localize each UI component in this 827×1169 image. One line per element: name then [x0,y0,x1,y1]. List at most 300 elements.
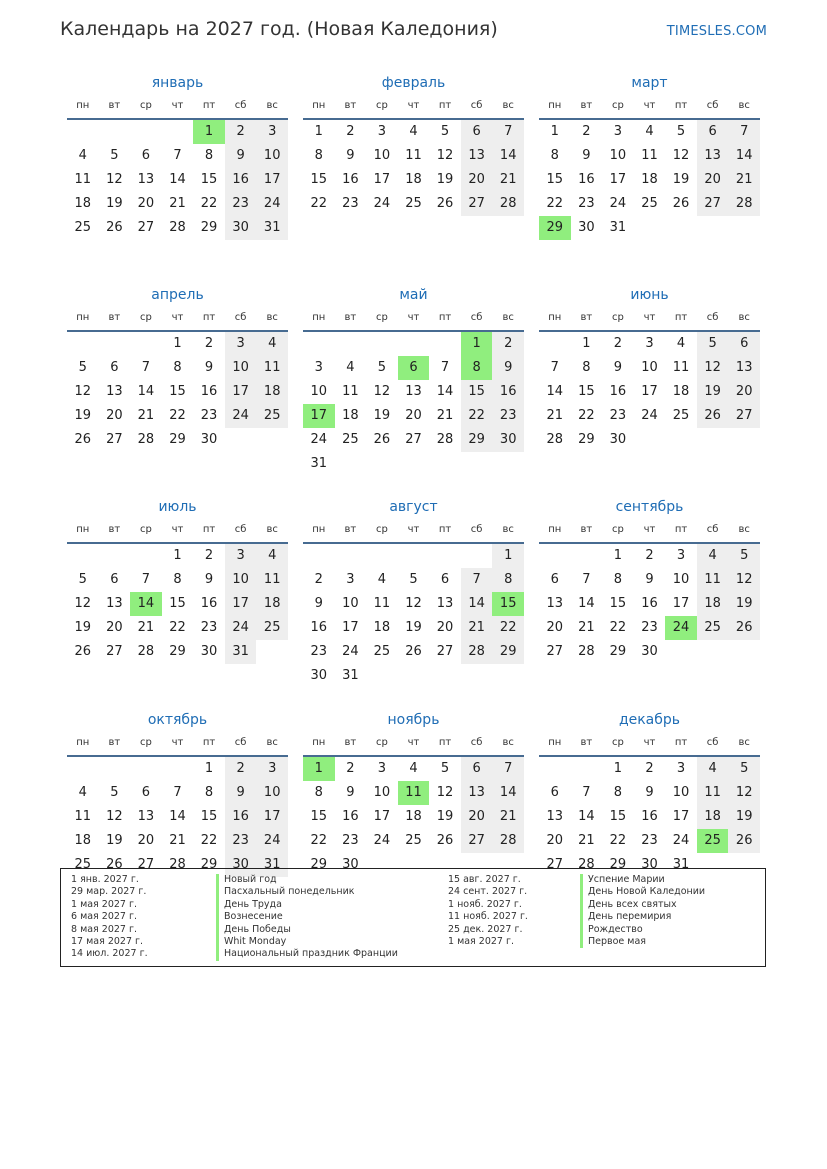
day-cell: 6 [461,120,493,144]
day-cell: 21 [137,408,155,423]
day-cell: 1 [613,548,623,563]
weekday-label: ср [375,737,388,748]
day-cell: 22 [200,196,218,211]
weekday-label: пн [548,100,562,111]
day-cell: 26 [373,432,391,447]
day-cell: 17 [641,384,658,399]
day-cell: 30 [200,644,218,659]
day-cell: 26 [106,220,123,235]
legend-holiday-name: Пасхальный понедельник [216,886,448,898]
day-cell: 17 [672,596,690,611]
day-cell: 6 [728,332,760,356]
weekday-label: вс [266,312,278,323]
day-cell: 9 [346,148,355,163]
legend-holiday-name: День Победы [216,924,448,936]
day-cell: 16 [200,596,218,611]
weekday-label: чт [643,100,656,111]
day-cell: 22 [492,616,524,640]
day-cell: 24 [373,196,391,211]
day-cell: 27 [106,644,123,659]
day-cell: 19 [74,408,92,423]
day-cell: 29 [609,857,627,872]
day-grid [303,120,524,216]
day-cell: 24 [641,408,658,423]
weekday-label: вт [580,737,593,748]
legend-holiday-name: Национальный праздник Франции [216,948,448,960]
calendar-grid [67,72,760,922]
day-cell: 31 [310,456,328,471]
day-cell: 30 [492,428,524,452]
day-cell: 7 [582,572,591,587]
day-cell: 30 [225,853,257,877]
day-cell: 12 [74,596,92,611]
holiday-day: 14 [130,592,162,616]
month-name: май [399,287,428,303]
weekday-label: ср [139,312,152,323]
legend-date: 8 мая 2027 г. [71,923,137,935]
legend-dates-right [448,874,580,961]
day-cell: 6 [440,572,450,587]
day-cell: 19 [373,408,391,423]
day-cell: 8 [613,572,623,587]
day-cell: 4 [78,785,87,800]
day-cell: 17 [373,809,391,824]
day-cell: 11 [641,148,658,163]
weekday-label: ср [611,737,624,748]
day-cell: 28 [461,640,493,664]
day-cell: 14 [461,592,493,616]
day-cell: 4 [256,544,288,568]
day-cell: 30 [609,432,627,447]
day-cell: 11 [672,360,690,375]
day-cell: 9 [645,572,654,587]
day-cell: 21 [728,168,760,192]
weekday-label: ср [139,737,152,748]
day-cell: 7 [461,568,493,592]
weekday-label: вт [344,737,357,748]
day-cell: 30 [342,857,359,872]
day-cell: 22 [578,408,595,423]
day-cell: 30 [641,857,658,872]
day-cell: 2 [582,124,591,139]
weekday-label: пн [548,312,562,323]
day-cell: 17 [225,592,257,616]
day-cell: 18 [697,805,729,829]
day-cell: 23 [225,192,257,216]
day-cell: 6 [697,120,729,144]
legend-holiday-name: День Труда [216,899,448,911]
day-cell: 21 [492,168,524,192]
day-cell: 21 [492,805,524,829]
weekday-label: пн [312,524,326,535]
day-cell: 7 [492,757,524,781]
empty-cell [303,544,335,568]
day-cell: 10 [256,781,288,805]
day-cell: 12 [697,356,729,380]
day-cell: 16 [609,384,627,399]
day-cell: 15 [546,172,564,187]
day-cell: 17 [225,380,257,404]
day-cell: 10 [225,356,257,380]
day-cell: 21 [436,408,454,423]
weekday-label: пн [76,100,90,111]
weekday-label: пт [438,100,452,111]
weekday-label: вс [266,100,278,111]
weekday-header [67,306,288,332]
day-cell: 18 [672,384,690,399]
day-cell: 25 [405,196,422,211]
empty-cell [335,332,367,356]
site-link[interactable]: TIMESLES.COM [666,24,767,39]
day-cell: 23 [310,644,328,659]
day-cell: 13 [106,384,123,399]
holiday-day: 15 [492,592,524,616]
day-cell: 24 [256,192,288,216]
weekday-label: сб [234,737,247,748]
day-cell: 24 [342,644,359,659]
weekday-label: вт [108,737,121,748]
legend-date: 1 мая 2027 г. [448,935,514,947]
month-5 [539,284,760,496]
day-cell: 2 [613,336,623,351]
weekday-label: вт [580,312,593,323]
day-cell: 2 [492,332,524,356]
day-cell: 8 [204,148,214,163]
weekday-label: вс [738,312,750,323]
month-name: август [389,499,438,515]
day-cell: 13 [137,172,155,187]
day-cell: 5 [728,544,760,568]
legend-holiday-name: День всех святых [580,899,755,911]
month-2 [539,72,760,284]
legend-holiday-name: День Новой Каледонии [580,886,755,898]
day-cell: 28 [578,644,595,659]
weekday-label: пн [76,312,90,323]
weekday-label: чт [643,737,656,748]
weekday-label: чт [171,100,184,111]
day-cell: 24 [225,616,257,640]
weekday-label: вс [738,100,750,111]
day-cell: 16 [200,384,218,399]
day-cell: 24 [256,829,288,853]
weekday-label: пн [548,737,562,748]
weekday-label: пт [674,312,688,323]
day-cell: 24 [310,432,328,447]
weekday-label: сб [706,524,719,535]
month-6 [67,496,288,709]
day-cell: 11 [74,172,92,187]
day-cell: 31 [672,857,690,872]
day-cell: 12 [74,384,92,399]
day-cell: 28 [137,644,155,659]
day-cell: 27 [106,432,123,447]
day-cell: 9 [204,572,214,587]
day-cell: 14 [578,596,595,611]
day-cell: 31 [609,220,627,235]
day-cell: 3 [613,124,623,139]
day-cell: 27 [697,192,729,216]
day-cell: 20 [436,620,454,635]
day-cell: 3 [676,548,686,563]
day-cell: 18 [697,592,729,616]
day-cell: 18 [342,408,359,423]
holiday-day: 24 [665,616,697,640]
weekday-label: пн [312,737,326,748]
day-cell: 5 [78,572,87,587]
legend-date: 25 дек. 2027 г. [448,923,523,935]
legend-date: 17 мая 2027 г. [71,935,144,947]
day-cell: 30 [225,216,257,240]
empty-cell [571,544,603,568]
month-name: сентябрь [615,499,684,515]
weekday-label: вт [108,100,121,111]
day-cell: 4 [409,761,418,776]
day-cell: 29 [200,857,218,872]
holiday-day: 1 [193,120,225,144]
legend-date: 1 нояб. 2027 г. [448,898,522,910]
day-cell: 29 [609,644,627,659]
month-name: февраль [381,75,446,91]
weekday-label: пт [202,100,216,111]
day-cell: 14 [728,144,760,168]
day-cell: 10 [609,148,627,163]
weekday-header [303,731,524,757]
legend-holiday-name: Успение Марии [580,874,755,886]
day-cell: 1 [173,336,182,351]
weekday-label: чт [643,312,656,323]
day-cell: 26 [697,404,729,428]
day-cell: 12 [672,148,690,163]
day-cell: 22 [609,833,627,848]
weekday-label: пн [76,524,90,535]
empty-cell [130,757,162,781]
day-cell: 13 [461,781,493,805]
legend-date: 1 мая 2027 г. [71,898,137,910]
month-name: апрель [151,287,204,303]
day-cell: 20 [106,408,123,423]
empty-cell [429,544,461,568]
day-cell: 8 [582,360,591,375]
day-cell: 14 [492,144,524,168]
day-cell: 26 [728,616,760,640]
day-cell: 15 [200,809,218,824]
weekday-label: чт [407,737,420,748]
empty-cell [461,544,493,568]
day-grid [303,544,524,688]
day-cell: 5 [697,332,729,356]
day-cell: 14 [436,384,454,399]
weekday-label: сб [470,100,483,111]
day-cell: 14 [546,384,564,399]
day-cell: 25 [697,616,729,640]
weekday-label: сб [706,100,719,111]
day-cell: 25 [405,833,422,848]
day-cell: 27 [461,829,493,853]
day-cell: 23 [200,408,218,423]
day-cell: 8 [314,148,323,163]
weekday-label: вт [108,524,121,535]
day-cell: 2 [346,761,355,776]
day-cell: 24 [225,404,257,428]
day-cell: 2 [204,548,214,563]
day-cell: 6 [550,785,559,800]
day-cell: 22 [461,404,493,428]
day-cell: 27 [461,192,493,216]
day-cell: 4 [697,757,729,781]
weekday-label: чт [407,100,420,111]
day-cell: 31 [256,853,288,877]
day-cell: 16 [310,620,328,635]
weekday-label: чт [171,312,184,323]
day-cell: 4 [377,572,387,587]
empty-cell [130,120,162,144]
day-cell: 10 [672,572,690,587]
day-cell: 3 [377,761,387,776]
weekday-header [303,94,524,120]
empty-cell [67,757,99,781]
day-cell: 3 [314,360,323,375]
day-cell: 28 [546,432,564,447]
day-grid [67,544,288,664]
day-cell: 7 [141,572,151,587]
weekday-label: ср [611,524,624,535]
weekday-label: сб [234,312,247,323]
day-cell: 2 [225,757,257,781]
day-cell: 13 [461,144,493,168]
day-cell: 12 [106,809,123,824]
weekday-header [539,306,760,332]
day-cell: 21 [169,833,186,848]
day-cell: 29 [578,432,595,447]
day-cell: 3 [256,757,288,781]
day-cell: 10 [225,568,257,592]
day-cell: 2 [645,548,654,563]
day-cell: 17 [609,172,627,187]
day-cell: 10 [310,384,328,399]
day-cell: 19 [728,592,760,616]
weekday-label: вт [580,100,593,111]
weekday-label: ср [139,100,152,111]
empty-cell [398,544,430,568]
day-cell: 9 [346,785,355,800]
day-cell: 4 [78,148,87,163]
day-cell: 5 [409,572,418,587]
day-cell: 6 [141,785,151,800]
day-cell: 2 [645,761,654,776]
day-cell: 11 [405,148,422,163]
day-cell: 12 [728,568,760,592]
day-cell: 9 [613,360,623,375]
day-cell: 6 [141,148,151,163]
day-cell: 15 [609,809,627,824]
day-cell: 14 [169,809,186,824]
weekday-label: пт [438,312,452,323]
day-cell: 10 [256,144,288,168]
day-grid [67,120,288,240]
day-cell: 25 [672,408,690,423]
weekday-label: сб [470,737,483,748]
holiday-day: 29 [539,216,571,240]
empty-cell [539,544,571,568]
day-cell: 19 [106,833,123,848]
day-cell: 20 [137,196,155,211]
legend-holiday-name: Рождество [580,924,755,936]
day-cell: 14 [578,809,595,824]
day-cell: 7 [582,785,591,800]
day-cell: 15 [578,384,595,399]
day-cell: 4 [256,332,288,356]
day-cell: 5 [110,148,119,163]
day-cell: 29 [492,640,524,664]
day-cell: 10 [373,785,391,800]
day-cell: 23 [492,404,524,428]
day-cell: 23 [342,833,359,848]
day-cell: 7 [173,785,182,800]
day-cell: 26 [74,432,92,447]
day-cell: 3 [346,572,355,587]
day-cell: 19 [405,620,422,635]
month-3 [67,284,288,496]
day-cell: 3 [225,544,257,568]
day-cell: 28 [169,220,186,235]
weekday-label: вт [108,312,121,323]
weekday-label: чт [407,524,420,535]
day-cell: 25 [74,857,92,872]
day-cell: 2 [346,124,355,139]
weekday-label: вс [266,524,278,535]
day-cell: 22 [546,196,564,211]
day-cell: 8 [492,568,524,592]
weekday-label: вс [738,524,750,535]
day-cell: 7 [550,360,559,375]
legend-date: 6 мая 2027 г. [71,911,137,923]
weekday-label: пн [548,524,562,535]
day-cell: 1 [550,124,559,139]
day-cell: 5 [676,124,686,139]
month-name: декабрь [618,712,681,728]
day-cell: 14 [492,781,524,805]
day-cell: 21 [461,616,493,640]
day-cell: 13 [405,384,422,399]
day-cell: 8 [314,785,323,800]
day-cell: 19 [672,172,690,187]
day-cell: 2 [314,572,323,587]
day-cell: 22 [169,620,186,635]
day-cell: 15 [169,384,186,399]
month-name: март [631,75,668,91]
empty-cell [398,332,430,356]
day-cell: 13 [697,144,729,168]
month-name: январь [151,75,204,91]
day-cell: 12 [106,172,123,187]
day-cell: 16 [342,809,359,824]
weekday-label: пн [312,312,326,323]
day-cell: 8 [173,572,182,587]
weekday-label: вт [580,524,593,535]
day-cell: 20 [106,620,123,635]
day-cell: 20 [405,408,422,423]
day-cell: 28 [492,192,524,216]
weekday-label: пт [202,737,216,748]
empty-cell [99,544,131,568]
day-cell: 26 [728,829,760,853]
day-cell: 26 [436,833,454,848]
day-cell: 5 [440,124,450,139]
holiday-day: 8 [461,356,493,380]
empty-cell [99,757,131,781]
day-cell: 14 [169,172,186,187]
weekday-label: пн [312,100,326,111]
